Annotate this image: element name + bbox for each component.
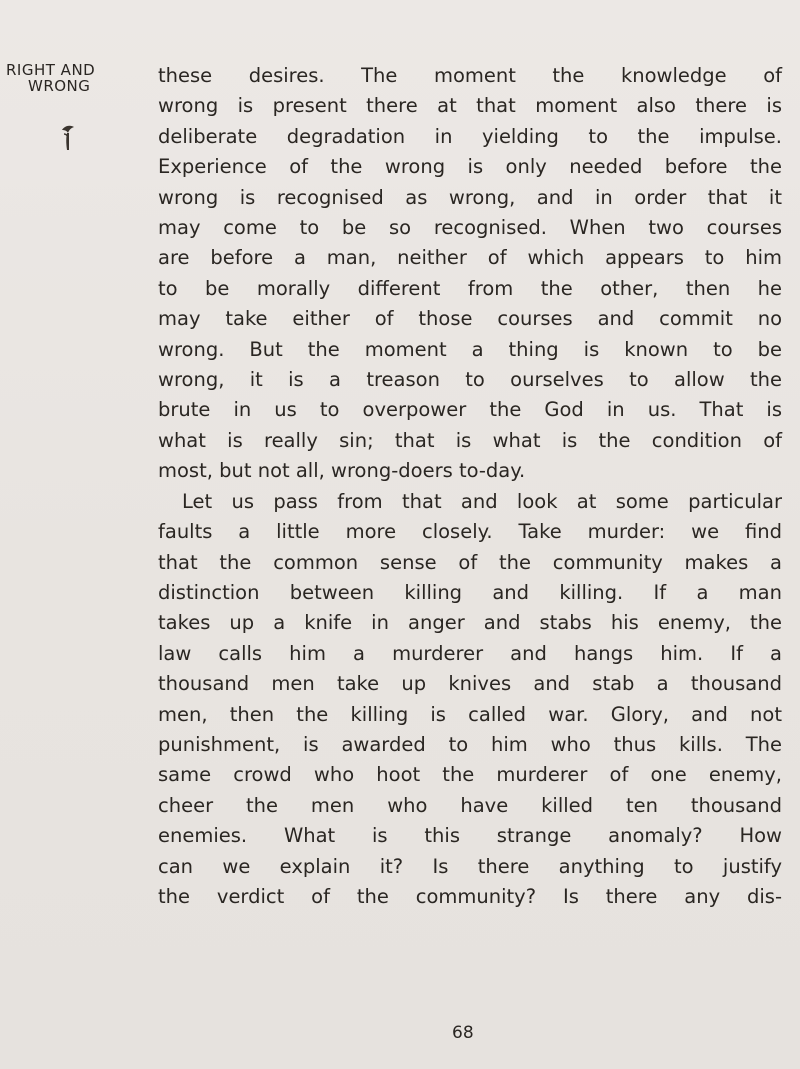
text-line: wrong, it is a treason to ourselves to allow the <box>158 368 782 392</box>
text-line: thousand men take up knives and stab a thousand <box>158 672 782 696</box>
text-line: men, then the killing is called war. Glory, and not <box>158 702 782 726</box>
text-line: that the common sense of the community makes a <box>158 550 782 574</box>
text-line: are before a man, neither of which appears to him <box>158 246 782 270</box>
margin-heading-line-2: WRONG <box>28 77 91 95</box>
text-line: these desires. The moment the knowledge of <box>158 64 782 87</box>
text-line: to be morally different from the other, then he <box>158 276 782 300</box>
text-line: takes up a knife in anger and stabs his enemy, the <box>158 611 782 635</box>
text-line: enemies. What is this strange anomaly? How <box>158 824 782 848</box>
text-line: same crowd who hoot the murderer of one enemy, <box>158 763 782 787</box>
text-line: the verdict of the community? Is there any dis- <box>158 884 782 908</box>
text-line: most, but not all, wrong-doers to-day. <box>158 459 526 483</box>
text-line: deliberate degradation in yielding to the impulse. <box>158 124 782 148</box>
text-line: can we explain it? Is there anything to justify <box>158 854 782 878</box>
text-line: cheer the men who have killed ten thousand <box>158 793 782 817</box>
text-line: Experience of the wrong is only needed before the <box>158 155 782 179</box>
text-line: wrong is recognised as wrong, and in order that it <box>158 185 782 209</box>
margin-heading-line-1: RIGHT AND <box>6 61 96 79</box>
text-line: wrong. But the moment a thing is known to be <box>158 337 782 361</box>
page-number: 68 <box>452 1023 474 1043</box>
text-line: brute in us to overpower the God in us. That is <box>158 398 782 422</box>
text-line: faults a little more closely. Take murder: we find <box>158 520 782 544</box>
text-line: law calls him a murderer and hangs him. If a <box>158 641 782 665</box>
body-text <box>158 61 782 912</box>
text-line: may take either of those courses and commit no <box>158 307 782 331</box>
leaf-fleuron-icon <box>60 124 76 152</box>
text-line: may come to be so recognised. When two courses <box>158 216 782 240</box>
text-line: what is really sin; that is what is the condition of <box>158 428 782 452</box>
text-line: wrong is present there at that moment also there is <box>158 94 782 118</box>
text-line: Let us pass from that and look at some particular <box>182 489 782 513</box>
margin-heading <box>6 62 138 94</box>
text-line: distinction between killing and killing. If a man <box>158 580 782 604</box>
text-line: punishment, is awarded to him who thus kills. The <box>158 732 782 756</box>
